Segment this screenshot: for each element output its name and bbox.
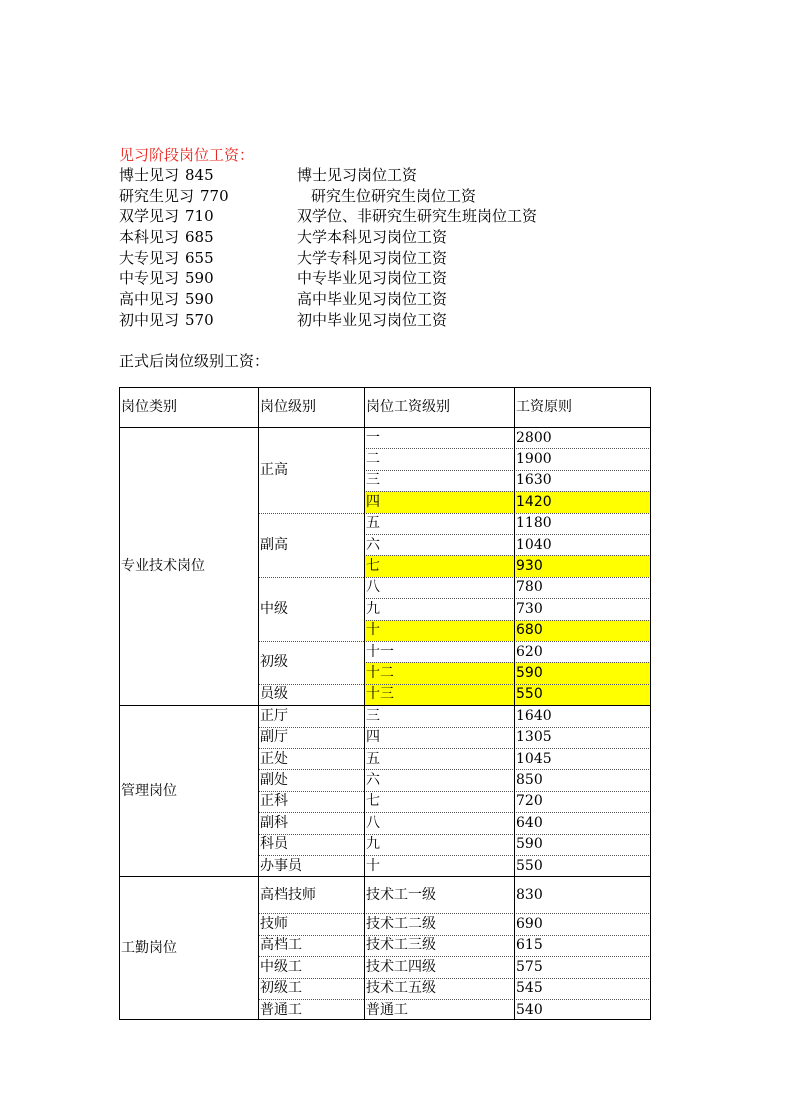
grade-cell: 五	[366, 515, 380, 532]
intern-value: 655	[185, 248, 214, 267]
wage-cell: 1900	[516, 451, 552, 468]
level-cell: 副高	[260, 536, 288, 553]
row-divider	[364, 978, 651, 979]
intern-value: 710	[185, 207, 214, 226]
wage-cell: 850	[516, 772, 543, 789]
intern-row	[119, 165, 639, 186]
intern-desc: 高中毕业见习岗位工资	[297, 290, 448, 309]
level-divider	[258, 513, 364, 514]
grade-cell: 三	[366, 472, 380, 489]
intern-desc: 中专毕业见习岗位工资	[297, 269, 448, 288]
intern-row	[119, 186, 639, 207]
level-cell: 初级	[260, 654, 288, 671]
level-divider	[258, 727, 364, 728]
grade-cell: 七	[364, 555, 514, 576]
intern-row	[119, 289, 639, 310]
section-divider	[119, 876, 651, 877]
intern-label: 本科见习	[119, 228, 180, 247]
column-divider	[364, 387, 365, 1020]
wage-cell: 575	[516, 958, 543, 975]
level-divider	[258, 684, 364, 685]
header-category: 岗位类别	[121, 399, 177, 415]
wage-cell: 615	[516, 937, 543, 954]
row-divider	[364, 555, 651, 556]
level-cell: 高档工	[260, 937, 302, 954]
intern-row	[119, 268, 639, 289]
grade-cell: 一	[366, 429, 380, 446]
column-divider	[514, 387, 515, 1020]
row-divider	[364, 577, 651, 578]
grade-cell: 十	[364, 620, 514, 641]
grade-cell: 四	[366, 729, 380, 746]
wage-cell: 640	[516, 814, 543, 831]
grade-cell: 六	[366, 772, 380, 789]
grade-cell: 技术工二级	[366, 916, 436, 933]
wage-cell: 730	[516, 600, 543, 617]
level-cell: 初级工	[260, 980, 302, 997]
intern-desc: 研究生位研究生岗位工资	[311, 186, 477, 205]
level-cell: 技师	[260, 916, 288, 933]
level-cell: 正厅	[260, 707, 288, 724]
row-divider	[364, 491, 651, 492]
level-cell: 科员	[260, 836, 288, 853]
category-cell: 专业技术岗位	[121, 558, 205, 575]
level-cell: 正科	[260, 793, 288, 810]
row-divider	[364, 513, 651, 514]
intern-row	[119, 248, 639, 269]
row-divider	[364, 748, 651, 749]
section-divider	[119, 705, 651, 706]
level-divider	[258, 791, 364, 792]
row-divider	[364, 935, 651, 936]
level-divider	[258, 834, 364, 835]
grade-cell: 七	[366, 793, 380, 810]
intern-desc: 双学位、非研究生研究生班岗位工资	[297, 207, 538, 226]
grade-cell: 二	[366, 451, 380, 468]
intern-label: 初中见习	[119, 310, 180, 329]
level-divider	[258, 855, 364, 856]
level-divider	[258, 956, 364, 957]
wage-cell: 550	[514, 684, 651, 705]
level-cell: 中级工	[260, 958, 302, 975]
level-divider	[258, 913, 364, 914]
intern-value: 570	[185, 310, 214, 329]
grade-cell: 五	[366, 750, 380, 767]
wage-cell: 1305	[516, 729, 552, 746]
wage-cell: 930	[514, 555, 651, 576]
intern-desc: 博士见习岗位工资	[297, 166, 418, 184]
level-divider	[258, 812, 364, 813]
level-cell: 正处	[260, 750, 288, 767]
row-divider	[364, 470, 651, 471]
wage-cell: 1045	[516, 750, 552, 767]
grade-cell: 技术工五级	[366, 980, 436, 997]
section-divider	[119, 427, 651, 428]
intern-row	[119, 227, 639, 248]
formal-section-title: 正式后岗位级别工资：	[119, 352, 270, 370]
intern-row	[119, 206, 639, 227]
grade-cell: 三	[366, 707, 380, 724]
intern-desc: 大学本科见习岗位工资	[297, 228, 448, 247]
row-divider	[364, 727, 651, 728]
category-cell: 管理岗位	[121, 782, 177, 799]
level-divider	[258, 769, 364, 770]
grade-cell: 九	[366, 836, 380, 853]
header-grade: 岗位工资级别	[366, 399, 450, 415]
level-divider	[258, 641, 364, 642]
level-cell: 副厅	[260, 729, 288, 746]
intern-label: 大专见习	[119, 248, 180, 267]
wage-cell: 590	[514, 662, 651, 683]
level-cell: 正高	[260, 461, 288, 478]
level-divider	[258, 935, 364, 936]
grade-cell: 技术工一级	[366, 886, 436, 903]
intern-value: 845	[185, 166, 214, 184]
header-level: 岗位级别	[260, 399, 316, 415]
level-cell: 中级	[260, 600, 288, 617]
row-divider	[364, 834, 651, 835]
intern-desc: 初中毕业见习岗位工资	[297, 310, 448, 329]
intern-label: 中专见习	[119, 269, 180, 288]
grade-cell: 九	[366, 600, 380, 617]
intern-value: 685	[185, 228, 214, 247]
row-divider	[364, 448, 651, 449]
intern-label: 高中见习	[119, 290, 180, 309]
intern-label: 研究生见习	[119, 186, 195, 205]
wage-cell: 680	[514, 620, 651, 641]
wage-cell: 2800	[516, 429, 552, 446]
intern-label: 博士见习	[119, 166, 180, 184]
grade-cell: 技术工三级	[366, 937, 436, 954]
wage-cell: 1040	[516, 536, 552, 553]
wage-cell: 1420	[514, 491, 651, 512]
level-cell: 副处	[260, 772, 288, 789]
row-divider	[364, 662, 651, 663]
row-divider	[364, 956, 651, 957]
level-divider	[258, 999, 364, 1000]
wage-cell: 780	[516, 579, 543, 596]
level-divider	[258, 978, 364, 979]
intern-value: 590	[185, 269, 214, 288]
header-wage: 工资原则	[516, 399, 572, 415]
row-divider	[364, 913, 651, 914]
intern-row	[119, 310, 639, 331]
row-divider	[364, 620, 651, 621]
wage-cell: 545	[516, 980, 543, 997]
level-cell: 副科	[260, 814, 288, 831]
row-divider	[364, 999, 651, 1000]
grade-cell: 四	[364, 491, 514, 512]
wage-cell: 620	[516, 643, 543, 660]
level-cell: 普通工	[260, 1001, 302, 1018]
row-divider	[364, 769, 651, 770]
column-divider	[258, 387, 259, 1020]
intern-wage-list	[119, 165, 639, 331]
row-divider	[364, 812, 651, 813]
grade-cell: 八	[366, 814, 380, 831]
grade-cell: 十二	[364, 662, 514, 683]
intern-value: 590	[185, 290, 214, 309]
intern-value: 770	[200, 186, 229, 205]
grade-cell: 普通工	[366, 1001, 408, 1018]
wage-cell: 590	[516, 836, 543, 853]
level-cell: 员级	[260, 686, 288, 703]
intern-section-title: 见习阶段岗位工资：	[119, 146, 255, 164]
wage-table	[119, 387, 651, 1020]
wage-cell: 1630	[516, 472, 552, 489]
grade-cell: 八	[366, 579, 380, 596]
row-divider	[364, 534, 651, 535]
grade-cell: 十一	[366, 643, 394, 660]
grade-cell: 十三	[364, 684, 514, 705]
row-divider	[364, 855, 651, 856]
wage-cell: 830	[516, 886, 543, 903]
wage-cell: 550	[516, 857, 543, 874]
wage-cell: 690	[516, 916, 543, 933]
level-divider	[258, 577, 364, 578]
level-cell: 高档技师	[260, 886, 316, 903]
wage-cell: 1180	[516, 515, 552, 532]
level-divider	[258, 748, 364, 749]
wage-cell: 720	[516, 793, 543, 810]
intern-desc: 大学专科见习岗位工资	[297, 248, 448, 267]
wage-cell: 540	[516, 1001, 543, 1018]
row-divider	[364, 684, 651, 685]
grade-cell: 十	[366, 857, 380, 874]
category-cell: 工勤岗位	[121, 940, 177, 957]
grade-cell: 六	[366, 536, 380, 553]
grade-cell: 技术工四级	[366, 958, 436, 975]
row-divider	[364, 641, 651, 642]
intern-label: 双学见习	[119, 207, 180, 226]
wage-cell: 1640	[516, 707, 552, 724]
row-divider	[364, 791, 651, 792]
level-cell: 办事员	[260, 857, 302, 874]
row-divider	[364, 598, 651, 599]
